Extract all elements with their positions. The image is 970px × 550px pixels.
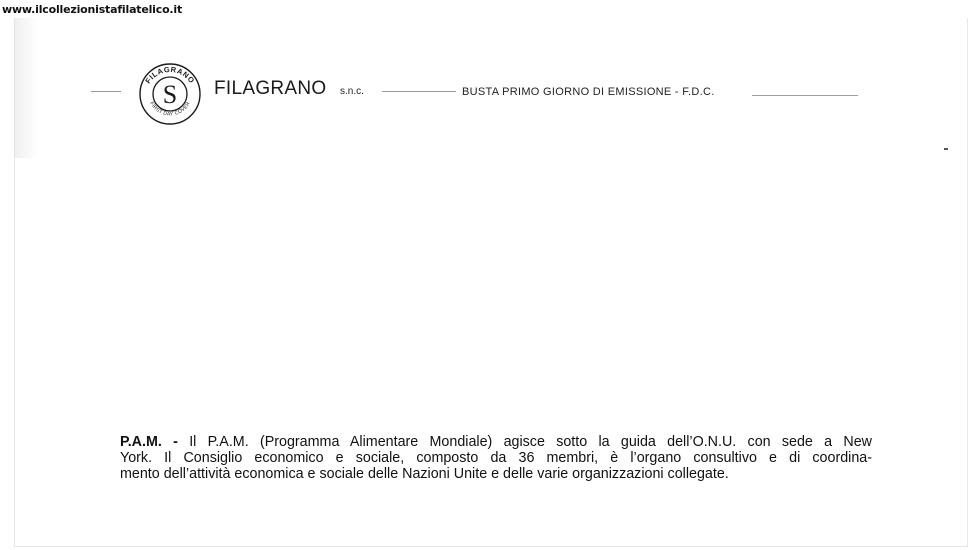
header-rule-right: [752, 95, 858, 96]
description-heading: P.A.M. -: [120, 434, 178, 450]
logo-ring-text: FILAGRANO: [143, 64, 197, 86]
brand-suffix: s.n.c.: [340, 86, 364, 97]
description-line-1-text: Il P.A.M. (Programma Alimentare Mondiale) agisce sotto la guida dell’O.N.U. con sede a New: [189, 434, 872, 450]
header-rule-middle: [382, 91, 456, 92]
brand-name: FILAGRANO: [214, 78, 327, 99]
envelope-flap-edge: [15, 18, 39, 158]
logo-bottom-text: FIRST DAY COVER: [148, 100, 192, 118]
description-line-3: mento dell’attività economica e sociale delle Nazioni Unite e delle varie organizzazioni collegate.: [120, 466, 729, 482]
website-watermark: www.ilcollezionistafilatelico.it: [2, 3, 183, 16]
header-rule-left: [91, 91, 121, 92]
description-line-2: York. Il Consiglio economico e sociale, composto da 36 membri, è l’organo consultivo e di coordina-: [120, 450, 872, 466]
edge-mark: [944, 148, 948, 150]
first-day-cover-label: BUSTA PRIMO GIORNO DI EMISSIONE - F.D.C.: [462, 86, 715, 98]
description-line-1: [120, 434, 872, 450]
description-text: [120, 434, 872, 482]
logo-letter: S: [162, 80, 178, 109]
filagrano-seal-logo: [133, 62, 207, 126]
